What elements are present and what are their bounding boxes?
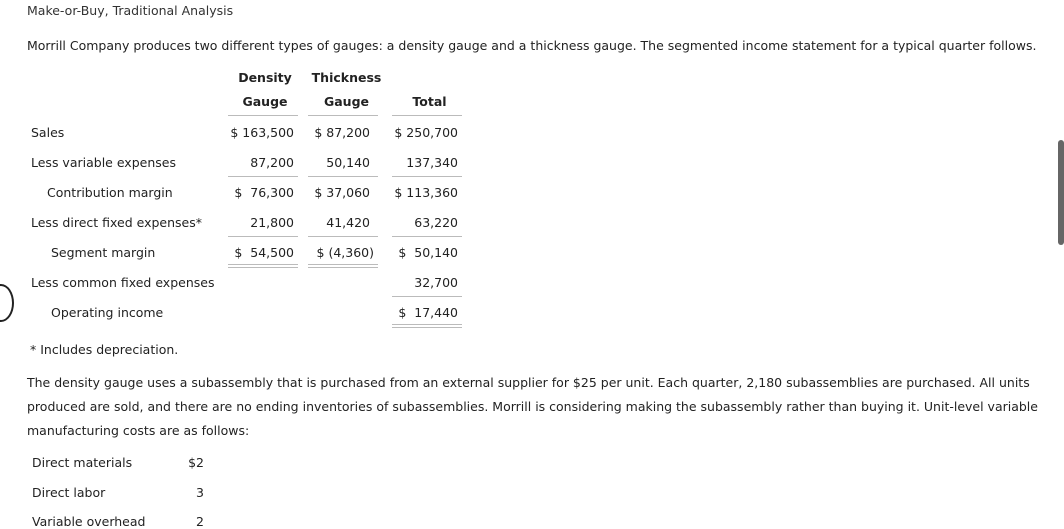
- cost-value-direct-labor: 3: [196, 485, 204, 500]
- header-underline-density: [228, 115, 298, 116]
- cost-label-variable-overhead: Variable overhead: [32, 514, 146, 529]
- cell-segment-thickness: $ (4,360): [316, 245, 374, 260]
- cell-direct-fixed-thickness: 41,420: [326, 215, 370, 230]
- double-line-density-2: [228, 267, 298, 268]
- double-line-density-1: [228, 264, 298, 265]
- cost-label-direct-materials: Direct materials: [32, 455, 133, 470]
- cell-segment-density: $ 54,500: [234, 245, 294, 260]
- cell-sales-thickness: $ 87,200: [314, 125, 370, 140]
- header-thickness-line1: Thickness: [311, 70, 382, 85]
- cell-variable-density: 87,200: [250, 155, 294, 170]
- underline-variable-total: [392, 176, 462, 177]
- header-thickness-line2: Gauge: [323, 94, 370, 109]
- row-label-common-fixed: Less common fixed expenses: [31, 275, 215, 290]
- cell-operating-income-total: $ 17,440: [398, 305, 458, 320]
- cell-contribution-total: $ 113,360: [394, 185, 458, 200]
- left-edge-circle-icon: [0, 284, 14, 322]
- cell-variable-total: 137,340: [406, 155, 458, 170]
- cell-contribution-density: $ 76,300: [234, 185, 294, 200]
- scrollbar-thumb[interactable]: [1058, 140, 1064, 245]
- double-line-total-1: [392, 324, 462, 325]
- cell-direct-fixed-total: 63,220: [414, 215, 458, 230]
- cost-label-direct-labor: Direct labor: [32, 485, 106, 500]
- cell-variable-thickness: 50,140: [326, 155, 370, 170]
- row-label-contribution-margin: Contribution margin: [47, 185, 173, 200]
- row-label-operating-income: Operating income: [51, 305, 164, 320]
- underline-variable-thickness: [308, 176, 378, 177]
- header-underline-thickness: [308, 115, 378, 116]
- cost-value-variable-overhead: 2: [196, 514, 204, 529]
- cell-contribution-thickness: $ 37,060: [314, 185, 370, 200]
- breadcrumb: Make-or-Buy, Traditional Analysis: [27, 3, 234, 18]
- underline-direct-fixed-thickness: [308, 236, 378, 237]
- underline-direct-fixed-density: [228, 236, 298, 237]
- cell-segment-total: $ 50,140: [398, 245, 458, 260]
- double-line-thickness-1: [308, 264, 378, 265]
- cost-value-direct-materials: $2: [188, 455, 204, 470]
- cell-sales-total: $ 250,700: [394, 125, 458, 140]
- footnote: * Includes depreciation.: [30, 342, 179, 357]
- underline-direct-fixed-total: [392, 236, 462, 237]
- row-label-sales: Sales: [31, 125, 65, 140]
- double-line-total-2: [392, 327, 462, 328]
- row-label-direct-fixed: Less direct fixed expenses*: [31, 215, 203, 230]
- problem-paragraph: The density gauge uses a subassembly that is purchased from an external supplier for $25 per unit. Each quarter, 2,180 subassemblies are purchased. All units produced are sold, and there are no ending inventories of subassemblies. Morrill is considering making the subassembly rather than buying it. Unit-level variable manufacturing costs are as follows:: [27, 375, 1038, 438]
- header-density-line1: Density: [238, 70, 292, 85]
- underline-common-fixed-total: [392, 296, 462, 297]
- header-density-line2: Gauge: [242, 94, 288, 109]
- header-underline-total: [392, 115, 462, 116]
- cell-sales-density: $ 163,500: [230, 125, 294, 140]
- cell-common-fixed-total: 32,700: [414, 275, 458, 290]
- header-total: Total: [412, 94, 447, 109]
- intro-text: Morrill Company produces two different types of gauges: a density gauge and a thickness gauge. The segmented income statement for a typical quarter follows.: [27, 38, 1037, 53]
- row-label-variable-expenses: Less variable expenses: [31, 155, 176, 170]
- cell-direct-fixed-density: 21,800: [250, 215, 294, 230]
- double-line-thickness-2: [308, 267, 378, 268]
- underline-variable-density: [228, 176, 298, 177]
- row-label-segment-margin: Segment margin: [51, 245, 156, 260]
